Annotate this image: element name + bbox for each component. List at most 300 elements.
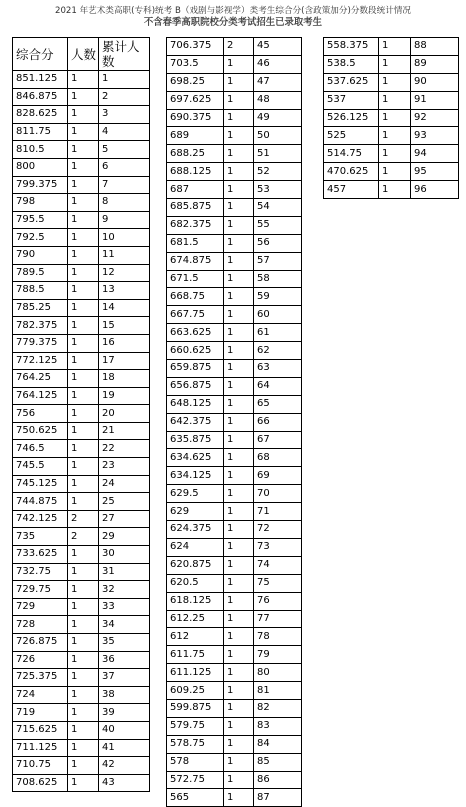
header-score: 综合分	[13, 38, 68, 71]
cell-count: 1	[68, 405, 99, 423]
cell-score: 782.375	[13, 317, 68, 335]
cell-cumulative: 45	[254, 38, 302, 56]
cell-count: 1	[224, 252, 254, 270]
cell-count: 1	[224, 288, 254, 306]
cell-count: 1	[68, 598, 99, 616]
table-row	[167, 538, 302, 556]
cell-cumulative: 3	[99, 106, 150, 124]
cell-score: 745.125	[13, 475, 68, 493]
cell-cumulative: 63	[254, 360, 302, 378]
cell-score: 611.75	[167, 646, 224, 664]
table-row	[13, 651, 150, 669]
cell-score: 799.375	[13, 176, 68, 194]
table-row	[13, 458, 150, 476]
cell-score: 715.625	[13, 721, 68, 739]
cell-cumulative: 84	[254, 735, 302, 753]
table-row	[167, 485, 302, 503]
cell-score: 660.625	[167, 342, 224, 360]
cell-count: 1	[224, 127, 254, 145]
cell-count: 1	[68, 581, 99, 599]
cell-score: 537.625	[324, 73, 379, 91]
table-row	[13, 774, 150, 792]
table-row	[13, 405, 150, 423]
cell-score: 719	[13, 704, 68, 722]
cell-cumulative: 74	[254, 556, 302, 574]
cell-count: 1	[224, 449, 254, 467]
cell-count: 1	[379, 38, 411, 56]
cell-score: 525	[324, 127, 379, 145]
cell-score: 578	[167, 753, 224, 771]
cell-score: 470.625	[324, 163, 379, 181]
cell-count: 1	[379, 91, 411, 109]
table-header-row	[13, 38, 150, 71]
cell-cumulative: 33	[99, 598, 150, 616]
cell-cumulative: 23	[99, 458, 150, 476]
cell-count: 1	[68, 264, 99, 282]
table-row	[13, 88, 150, 106]
cell-cumulative: 88	[411, 38, 459, 56]
cell-cumulative: 68	[254, 449, 302, 467]
cell-count: 1	[68, 176, 99, 194]
cell-score: 612	[167, 628, 224, 646]
table-row	[167, 717, 302, 735]
cell-count: 1	[224, 216, 254, 234]
table-row	[324, 127, 459, 145]
cell-cumulative: 24	[99, 475, 150, 493]
cell-score: 698.25	[167, 73, 224, 91]
table-row	[13, 141, 150, 159]
cell-count: 1	[68, 669, 99, 687]
cell-count: 1	[68, 616, 99, 634]
table-row	[13, 739, 150, 757]
cell-count: 1	[224, 699, 254, 717]
cell-score: 795.5	[13, 211, 68, 229]
table-row	[13, 669, 150, 687]
cell-count: 1	[68, 475, 99, 493]
cell-cumulative: 86	[254, 771, 302, 789]
cell-score: 697.625	[167, 91, 224, 109]
cell-count: 1	[224, 485, 254, 503]
cell-count: 1	[224, 682, 254, 700]
cell-count: 1	[379, 181, 411, 199]
cell-count: 1	[68, 71, 99, 89]
cell-score: 711.125	[13, 739, 68, 757]
cell-score: 620.875	[167, 556, 224, 574]
table-row	[167, 628, 302, 646]
cell-score: 538.5	[324, 55, 379, 73]
cell-count: 1	[224, 270, 254, 288]
cell-count: 1	[224, 234, 254, 252]
cell-cumulative: 21	[99, 422, 150, 440]
cell-cumulative: 57	[254, 252, 302, 270]
cell-score: 742.125	[13, 510, 68, 528]
cell-cumulative: 93	[411, 127, 459, 145]
cell-cumulative: 89	[411, 55, 459, 73]
cell-score: 624	[167, 538, 224, 556]
cell-cumulative: 4	[99, 123, 150, 141]
cell-cumulative: 78	[254, 628, 302, 646]
cell-count: 1	[68, 546, 99, 564]
table-row	[13, 194, 150, 212]
cell-cumulative: 96	[411, 181, 459, 199]
cell-cumulative: 60	[254, 306, 302, 324]
cell-score: 764.25	[13, 370, 68, 388]
cell-score: 811.75	[13, 123, 68, 141]
cell-cumulative: 36	[99, 651, 150, 669]
table-row	[167, 216, 302, 234]
cell-score: 744.875	[13, 493, 68, 511]
cell-count: 1	[224, 73, 254, 91]
table-row	[324, 163, 459, 181]
cell-cumulative: 31	[99, 563, 150, 581]
cell-count: 1	[68, 88, 99, 106]
table-row	[13, 352, 150, 370]
cell-cumulative: 46	[254, 55, 302, 73]
cell-score: 729.75	[13, 581, 68, 599]
table-row	[167, 395, 302, 413]
score-table-column-2	[166, 37, 302, 807]
table-row	[167, 342, 302, 360]
cell-count: 1	[224, 324, 254, 342]
cell-cumulative: 22	[99, 440, 150, 458]
cell-count: 1	[224, 91, 254, 109]
cell-count: 1	[224, 771, 254, 789]
cell-score: 609.25	[167, 682, 224, 700]
cell-count: 1	[224, 592, 254, 610]
cell-count: 1	[224, 306, 254, 324]
cell-cumulative: 55	[254, 216, 302, 234]
table-row	[167, 324, 302, 342]
cell-cumulative: 27	[99, 510, 150, 528]
cell-cumulative: 25	[99, 493, 150, 511]
table-row	[13, 282, 150, 300]
cell-cumulative: 8	[99, 194, 150, 212]
cell-cumulative: 50	[254, 127, 302, 145]
table-row	[13, 246, 150, 264]
cell-count: 1	[379, 163, 411, 181]
cell-count: 1	[379, 109, 411, 127]
table-row	[13, 721, 150, 739]
table-row	[13, 123, 150, 141]
cell-score: 706.375	[167, 38, 224, 56]
cell-count: 1	[68, 106, 99, 124]
cell-score: 682.375	[167, 216, 224, 234]
cell-count: 1	[224, 145, 254, 163]
cell-cumulative: 19	[99, 387, 150, 405]
cell-score: 611.125	[167, 664, 224, 682]
table-row	[13, 211, 150, 229]
cell-cumulative: 58	[254, 270, 302, 288]
table-row	[13, 510, 150, 528]
table-row	[167, 467, 302, 485]
cell-count: 1	[379, 127, 411, 145]
table-row	[167, 127, 302, 145]
cell-count: 1	[68, 123, 99, 141]
cell-count: 1	[68, 141, 99, 159]
cell-count: 1	[68, 721, 99, 739]
cell-cumulative: 32	[99, 581, 150, 599]
cell-cumulative: 17	[99, 352, 150, 370]
cell-cumulative: 15	[99, 317, 150, 335]
table-row	[167, 503, 302, 521]
table-row	[13, 598, 150, 616]
cell-score: 729	[13, 598, 68, 616]
table-row	[167, 38, 302, 56]
cell-score: 710.75	[13, 757, 68, 775]
cell-score: 526.125	[324, 109, 379, 127]
cell-cumulative: 56	[254, 234, 302, 252]
cell-cumulative: 91	[411, 91, 459, 109]
cell-cumulative: 51	[254, 145, 302, 163]
cell-count: 1	[68, 211, 99, 229]
cell-score: 668.75	[167, 288, 224, 306]
cell-cumulative: 64	[254, 377, 302, 395]
table-row	[13, 528, 150, 546]
table-row	[13, 616, 150, 634]
cell-score: 599.875	[167, 699, 224, 717]
cell-cumulative: 83	[254, 717, 302, 735]
cell-count: 1	[68, 458, 99, 476]
cell-count: 1	[379, 73, 411, 91]
table-row	[167, 413, 302, 431]
cell-score: 612.25	[167, 610, 224, 628]
cell-cumulative: 5	[99, 141, 150, 159]
cell-score: 756	[13, 405, 68, 423]
cell-count: 1	[224, 467, 254, 485]
cell-score: 772.125	[13, 352, 68, 370]
cell-cumulative: 77	[254, 610, 302, 628]
cell-cumulative: 2	[99, 88, 150, 106]
cell-cumulative: 75	[254, 574, 302, 592]
cell-cumulative: 41	[99, 739, 150, 757]
header-cumulative: 累计人数	[99, 38, 150, 71]
cell-score: 728	[13, 616, 68, 634]
table-row	[167, 753, 302, 771]
cell-count: 1	[68, 387, 99, 405]
cell-cumulative: 1	[99, 71, 150, 89]
cell-cumulative: 47	[254, 73, 302, 91]
cell-count: 1	[68, 651, 99, 669]
cell-cumulative: 10	[99, 229, 150, 247]
cell-count: 1	[68, 563, 99, 581]
cell-score: 635.875	[167, 431, 224, 449]
cell-cumulative: 7	[99, 176, 150, 194]
cell-score: 735	[13, 528, 68, 546]
cell-score: 634.625	[167, 449, 224, 467]
cell-count: 1	[68, 229, 99, 247]
cell-cumulative: 11	[99, 246, 150, 264]
cell-score: 685.875	[167, 199, 224, 217]
cell-count: 1	[224, 521, 254, 539]
cell-count: 1	[68, 774, 99, 792]
table-row	[13, 422, 150, 440]
cell-score: 790	[13, 246, 68, 264]
cell-score: 851.125	[13, 71, 68, 89]
cell-cumulative: 94	[411, 145, 459, 163]
cell-cumulative: 69	[254, 467, 302, 485]
cell-count: 1	[68, 246, 99, 264]
cell-score: 788.5	[13, 282, 68, 300]
cell-score: 642.375	[167, 413, 224, 431]
cell-cumulative: 70	[254, 485, 302, 503]
cell-score: 726	[13, 651, 68, 669]
cell-score: 681.5	[167, 234, 224, 252]
table-row	[13, 581, 150, 599]
cell-cumulative: 81	[254, 682, 302, 700]
cell-cumulative: 61	[254, 324, 302, 342]
cell-cumulative: 95	[411, 163, 459, 181]
table-row	[324, 145, 459, 163]
cell-cumulative: 65	[254, 395, 302, 413]
cell-score: 663.625	[167, 324, 224, 342]
cell-count: 1	[224, 199, 254, 217]
table-row	[13, 440, 150, 458]
table-row	[167, 735, 302, 753]
cell-count: 1	[224, 413, 254, 431]
cell-cumulative: 18	[99, 370, 150, 388]
cell-score: 785.25	[13, 299, 68, 317]
cell-score: 629.5	[167, 485, 224, 503]
table-row	[324, 38, 459, 56]
cell-count: 1	[68, 739, 99, 757]
cell-count: 1	[224, 342, 254, 360]
cell-count: 1	[224, 360, 254, 378]
table-row	[167, 377, 302, 395]
cell-cumulative: 42	[99, 757, 150, 775]
cell-cumulative: 40	[99, 721, 150, 739]
cell-count: 1	[68, 158, 99, 176]
cell-score: 687	[167, 181, 224, 199]
table-row	[13, 317, 150, 335]
cell-cumulative: 66	[254, 413, 302, 431]
cell-cumulative: 72	[254, 521, 302, 539]
cell-cumulative: 52	[254, 163, 302, 181]
cell-cumulative: 13	[99, 282, 150, 300]
cell-count: 1	[224, 181, 254, 199]
cell-score: 745.5	[13, 458, 68, 476]
cell-score: 514.75	[324, 145, 379, 163]
table-row	[13, 299, 150, 317]
cell-cumulative: 85	[254, 753, 302, 771]
table-row	[167, 145, 302, 163]
cell-score: 779.375	[13, 334, 68, 352]
cell-cumulative: 38	[99, 686, 150, 704]
table-row	[167, 360, 302, 378]
cell-cumulative: 12	[99, 264, 150, 282]
table-row	[167, 91, 302, 109]
cell-cumulative: 54	[254, 199, 302, 217]
cell-score: 618.125	[167, 592, 224, 610]
cell-score: 725.375	[13, 669, 68, 687]
table-row	[13, 563, 150, 581]
cell-count: 1	[224, 556, 254, 574]
table-row	[167, 592, 302, 610]
cell-score: 800	[13, 158, 68, 176]
cell-count: 2	[68, 528, 99, 546]
cell-score: 846.875	[13, 88, 68, 106]
table-row	[167, 610, 302, 628]
table-row	[324, 109, 459, 127]
cell-count: 1	[68, 686, 99, 704]
table-row	[13, 106, 150, 124]
table-row	[13, 546, 150, 564]
cell-count: 1	[68, 352, 99, 370]
cell-count: 1	[379, 55, 411, 73]
cell-count: 1	[68, 282, 99, 300]
table-row	[167, 771, 302, 789]
cell-score: 667.75	[167, 306, 224, 324]
score-table-column-3	[323, 37, 459, 199]
cell-cumulative: 6	[99, 158, 150, 176]
score-table-column-1	[12, 37, 150, 792]
cell-score: 688.125	[167, 163, 224, 181]
cell-cumulative: 39	[99, 704, 150, 722]
table-row	[13, 634, 150, 652]
cell-cumulative: 62	[254, 342, 302, 360]
table-row	[167, 181, 302, 199]
cell-cumulative: 29	[99, 528, 150, 546]
report-subtitle: 不含春季高职院校分类考试招生已录取考生	[143, 17, 323, 28]
cell-cumulative: 43	[99, 774, 150, 792]
table-row	[13, 387, 150, 405]
cell-cumulative: 82	[254, 699, 302, 717]
cell-score: 764.125	[13, 387, 68, 405]
cell-cumulative: 79	[254, 646, 302, 664]
cell-score: 578.75	[167, 735, 224, 753]
cell-count: 1	[224, 503, 254, 521]
cell-count: 1	[224, 610, 254, 628]
table-row	[167, 288, 302, 306]
table-row	[167, 252, 302, 270]
cell-count: 1	[224, 431, 254, 449]
cell-cumulative: 48	[254, 91, 302, 109]
table-row	[324, 181, 459, 199]
table-row	[13, 264, 150, 282]
cell-score: 732.75	[13, 563, 68, 581]
cell-cumulative: 30	[99, 546, 150, 564]
cell-score: 659.875	[167, 360, 224, 378]
cell-count: 1	[224, 538, 254, 556]
cell-score: 671.5	[167, 270, 224, 288]
cell-cumulative: 37	[99, 669, 150, 687]
table-row	[167, 234, 302, 252]
cell-score: 620.5	[167, 574, 224, 592]
cell-score: 733.625	[13, 546, 68, 564]
cell-cumulative: 59	[254, 288, 302, 306]
table-row	[167, 431, 302, 449]
cell-score: 810.5	[13, 141, 68, 159]
table-row	[167, 199, 302, 217]
cell-count: 1	[224, 628, 254, 646]
cell-count: 1	[68, 370, 99, 388]
cell-count: 1	[224, 574, 254, 592]
cell-count: 1	[224, 735, 254, 753]
cell-cumulative: 53	[254, 181, 302, 199]
cell-count: 1	[68, 493, 99, 511]
cell-score: 634.125	[167, 467, 224, 485]
table-row	[167, 306, 302, 324]
cell-cumulative: 9	[99, 211, 150, 229]
cell-count: 1	[68, 317, 99, 335]
cell-score: 572.75	[167, 771, 224, 789]
cell-count: 2	[68, 510, 99, 528]
cell-cumulative: 16	[99, 334, 150, 352]
report-title: 2021 年艺术类高职(专科)统考 B（戏剧与影视学）类考生综合分(含政策加分)分数段统计情况	[54, 6, 412, 16]
cell-cumulative: 73	[254, 538, 302, 556]
cell-cumulative: 80	[254, 664, 302, 682]
cell-count: 1	[224, 163, 254, 181]
cell-count: 2	[224, 38, 254, 56]
